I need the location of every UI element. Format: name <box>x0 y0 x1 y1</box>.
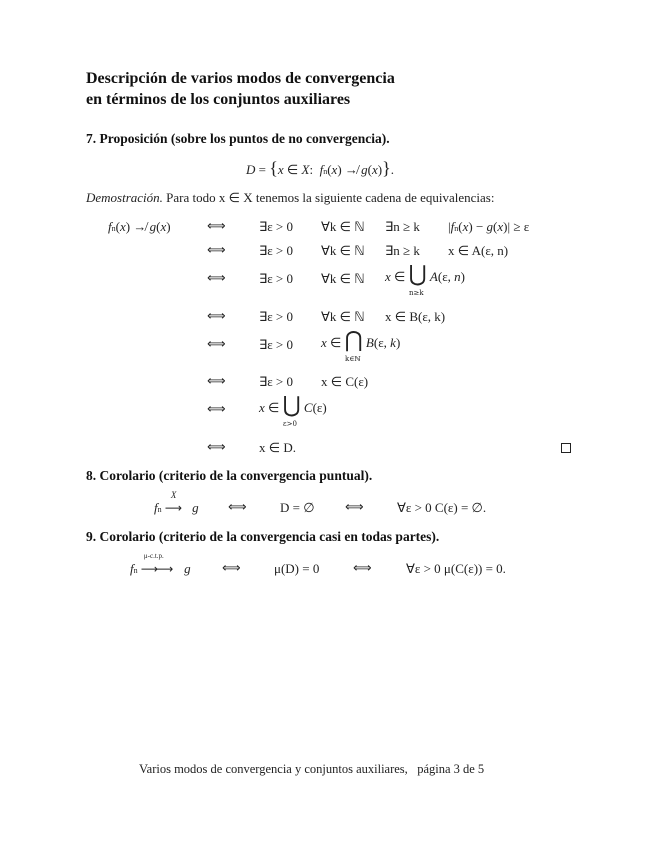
row3-union-expr: x ∈ ⋃ A(ε, n) <box>385 261 465 286</box>
row8-col1: x ∈ D. <box>259 440 296 455</box>
row6-col1: ∃ε > 0 <box>259 374 294 389</box>
row4-col1: ∃ε > 0 <box>259 309 294 324</box>
corollary-8-middle: D = ∅ <box>280 500 315 515</box>
page-footer <box>139 762 484 777</box>
row5-col1: ∃ε > 0 <box>259 337 294 352</box>
iff-arrow: ⟺ <box>228 500 247 515</box>
row7-union-subscript: ε>0 <box>283 420 297 428</box>
proof-intro <box>86 190 494 206</box>
row5-intersection-expr: x ∈ ⋂ B(ε, k) <box>321 327 401 352</box>
corollary-8-heading: 8. Corolario (criterio de la convergencia puntual). <box>86 468 373 483</box>
iff-arrow: ⟺ <box>207 440 226 455</box>
row3-col1: ∃ε > 0 <box>259 271 294 286</box>
corollary-8-arrow-label: X <box>170 490 177 500</box>
iff-arrow: ⟺ <box>345 500 364 515</box>
proposition-7-formula: D = {x ∈ X: fn(x) ↛ g(x)}. <box>246 158 395 178</box>
iff-arrow: ⟺ <box>207 243 226 258</box>
proof-text: Para todo x ∈ X tenemos la siguiente cadena de equivalencias: <box>166 190 495 205</box>
iff-arrow: ⟺ <box>207 374 226 389</box>
row2-col3: ∃n ≥ k <box>385 243 420 258</box>
iff-arrow: ⟺ <box>207 219 226 234</box>
row4-col2: ∀k ∈ ℕ <box>321 309 365 324</box>
row5-intersection-subscript: k∈ℕ <box>345 355 361 363</box>
page-title-line1: Descripción de varios modos de convergencia <box>86 70 395 87</box>
proposition-7-heading: 7. Proposición (sobre los puntos de no convergencia). <box>86 131 390 146</box>
row2-col4: x ∈ A(ε, n) <box>448 243 509 258</box>
arrow-right-icon: ⟶ <box>164 501 183 515</box>
row1-col2: ∀k ∈ ℕ <box>321 219 365 234</box>
iff-arrow: ⟺ <box>207 309 226 324</box>
long-arrow-right-icon: ⟶⟶ <box>140 562 172 576</box>
corollary-9-right: ∀ε > 0 μ(C(ε)) = 0. <box>406 561 506 576</box>
corollary-9-arrow-label: μ-c.t.p. <box>143 552 164 560</box>
row6-col2: x ∈ C(ε) <box>321 374 369 389</box>
footer-page-number: página 3 de 5 <box>417 762 485 776</box>
footer-text: Varios modos de convergencia y conjuntos auxiliares, <box>139 762 408 776</box>
row4-col3: x ∈ B(ε, k) <box>385 309 446 324</box>
corollary-9-left: fn μ-c.t.p. ⟶⟶ g <box>130 552 191 576</box>
iff-arrow: ⟺ <box>207 402 226 417</box>
row1-col1: ∃ε > 0 <box>259 219 294 234</box>
row2-col2: ∀k ∈ ℕ <box>321 243 365 258</box>
iff-arrow: ⟺ <box>207 271 226 286</box>
proof-label: Demostración. <box>86 190 163 205</box>
row3-union-subscript: n≥k <box>409 289 424 297</box>
row2-col1: ∃ε > 0 <box>259 243 294 258</box>
iff-arrow: ⟺ <box>353 561 372 576</box>
corollary-8-left: fn X ⟶ g <box>154 490 199 515</box>
corollary-9-middle: μ(D) = 0 <box>274 561 320 576</box>
row3-col2: ∀k ∈ ℕ <box>321 271 365 286</box>
qed-square-icon <box>561 443 571 453</box>
row7-union-expr: x ∈ ⋃ C(ε) <box>259 392 327 417</box>
iff-arrow: ⟺ <box>222 561 241 576</box>
proof-lhs: fn(x) ↛ g(x) <box>108 219 171 234</box>
corollary-8-right: ∀ε > 0 C(ε) = ∅. <box>397 500 487 515</box>
row1-col3: ∃n ≥ k <box>385 219 420 234</box>
page-title-line2: en términos de los conjuntos auxiliares <box>86 91 351 108</box>
iff-arrow: ⟺ <box>207 337 226 352</box>
row1-col4: |fn(x) − g(x)| ≥ ε <box>448 219 530 234</box>
corollary-9-heading: 9. Corolario (criterio de la convergencia casi en todas partes). <box>86 529 440 544</box>
